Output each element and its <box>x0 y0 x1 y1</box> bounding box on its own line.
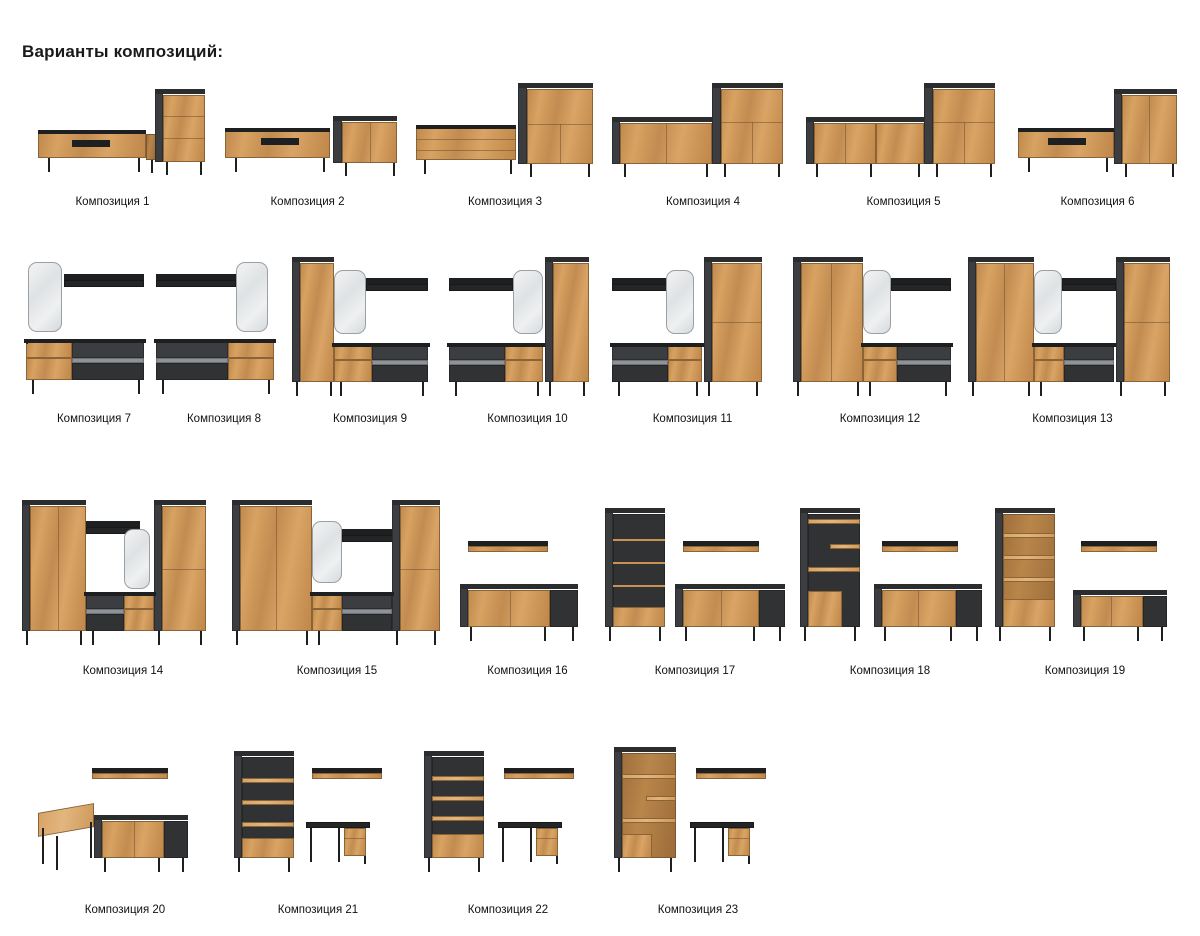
composition-card-15[interactable] <box>222 499 452 677</box>
composition-caption: Композиция 12 <box>839 413 921 425</box>
composition-caption: Композиция 9 <box>332 413 408 425</box>
composition-caption: Композиция 18 <box>849 665 931 677</box>
composition-caption: Композиция 20 <box>84 904 166 916</box>
composition-row-3 <box>0 499 1200 714</box>
composition-card-3[interactable] <box>410 72 600 208</box>
composition-caption: Композиция 23 <box>657 904 739 916</box>
composition-caption: Композиция 3 <box>467 196 543 208</box>
composition-card-17[interactable] <box>595 499 795 677</box>
composition-card-21[interactable] <box>222 746 414 916</box>
composition-caption: Композиция 17 <box>654 665 736 677</box>
composition-caption: Композиция 1 <box>75 196 150 208</box>
composition-card-18[interactable] <box>790 499 990 677</box>
composition-caption: Композиция 5 <box>866 196 941 208</box>
composition-row-2 <box>0 252 1200 467</box>
composition-card-4[interactable] <box>608 72 798 208</box>
composition-caption: Композиция 16 <box>487 665 568 677</box>
composition-caption: Композиция 14 <box>82 665 164 677</box>
composition-card-1[interactable] <box>20 72 205 208</box>
composition-caption: Композиция 4 <box>665 196 741 208</box>
composition-card-10[interactable] <box>435 252 620 425</box>
composition-card-5[interactable] <box>806 72 1001 208</box>
composition-card-12[interactable] <box>785 252 975 425</box>
composition-row-4 <box>0 746 1200 936</box>
composition-caption: Композиция 10 <box>487 413 568 425</box>
page-title: Варианты композиций: <box>22 42 224 61</box>
composition-caption: Композиция 15 <box>296 665 378 677</box>
composition-card-22[interactable] <box>412 746 604 916</box>
composition-caption: Композиция 7 <box>56 413 132 425</box>
composition-caption: Композиция 13 <box>1032 413 1113 425</box>
composition-caption: Композиция 6 <box>1060 196 1135 208</box>
composition-card-20[interactable] <box>30 746 220 916</box>
composition-card-19[interactable] <box>985 499 1185 677</box>
composition-caption: Композиция 21 <box>277 904 359 916</box>
composition-row-1 <box>0 72 1200 222</box>
composition-card-2[interactable] <box>215 72 400 208</box>
composition-caption: Композиция 19 <box>1044 665 1126 677</box>
composition-caption: Композиция 11 <box>652 413 733 425</box>
composition-card-13[interactable] <box>960 252 1185 425</box>
composition-card-16[interactable] <box>440 499 615 677</box>
composition-caption: Композиция 2 <box>270 196 345 208</box>
compositions-grid <box>0 72 1200 936</box>
composition-card-14[interactable] <box>8 499 238 677</box>
composition-card-23[interactable] <box>602 746 794 916</box>
composition-caption: Композиция 8 <box>186 413 262 425</box>
composition-card-6[interactable] <box>1010 72 1185 208</box>
composition-caption: Композиция 22 <box>467 904 549 916</box>
composition-card-11[interactable] <box>600 252 785 425</box>
composition-card-9[interactable] <box>282 252 458 425</box>
